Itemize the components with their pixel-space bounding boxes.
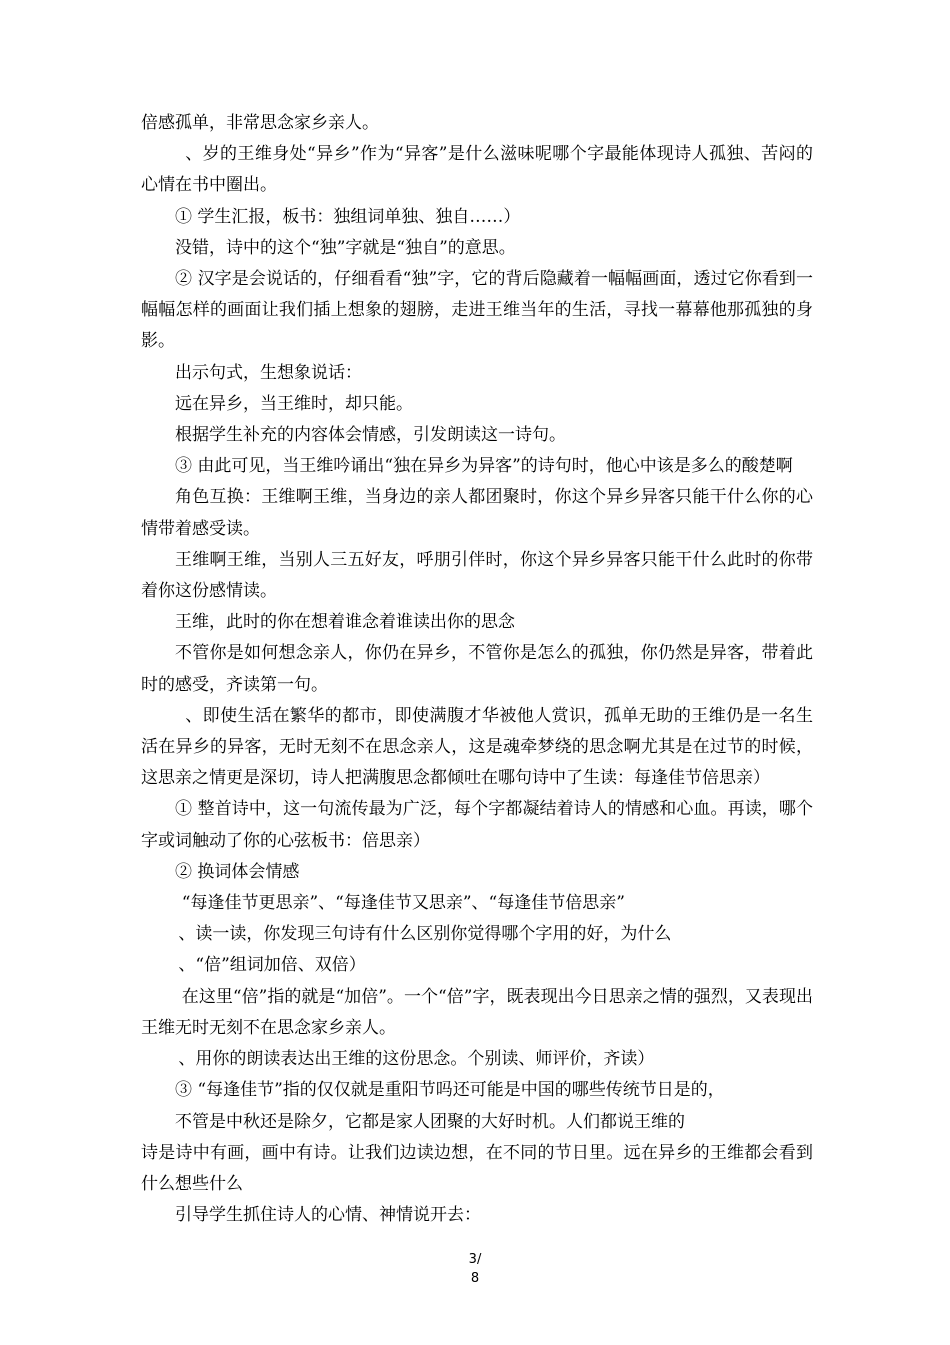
paragraph: 引导学生抓住诗人的心情、神情说开去： [175, 1205, 481, 1226]
paragraph: 、岁的王维身处“异乡”作为“异客”是什么滋味呢哪个字最能体现诗人孤独、苦闷的心情在书中圈出。 [141, 144, 813, 196]
paragraph: 、用你的朗读表达出王维的这份思念。个别读、师评价，齐读） [178, 1049, 655, 1070]
paragraph: 不管是中秋还是除夕，它都是家人团聚的大好时机。人们都说王维的 [175, 1111, 685, 1132]
paragraph: ② 汉字是会说话的，仔细看看“独”字，它的背后隐藏着一幅幅画面，透过它你看到一幅幅怎样的画面让我们插上想象的翅膀，走进王维当年的生活，寻找一幕幕他那孤独的身影。 [141, 269, 813, 352]
page-number-current: 3/ [468, 1252, 482, 1267]
paragraph: 没错，诗中的这个“独”字就是“独自”的意思。 [175, 237, 516, 258]
paragraph: ③ 由此可见，当王维吟诵出“独在异乡为异客”的诗句时，他心中该是多么的酸楚啊 [175, 456, 793, 477]
paragraph: 根据学生补充的内容体会情感，引发朗读这一诗句。 [175, 425, 566, 446]
paragraph: 王维，此时的你在想着谁念着谁读出你的思念 [175, 612, 515, 633]
paragraph: “每逢佳节更思亲”、“每逢佳节又思亲”、“每逢佳节倍思亲” [181, 893, 625, 914]
paragraph: 远在异乡，当王维时，却只能。 [175, 393, 413, 414]
paragraph: 角色互换：王维啊王维，当身边的亲人都团聚时，你这个异乡异客只能干什么你的心情带着感受读。 [141, 487, 813, 539]
document-body [141, 108, 813, 1231]
paragraph: 、“倍”组词加倍、双倍） [178, 955, 366, 976]
page-number [445, 1250, 505, 1288]
paragraph: 出示句式，生想象说话： [175, 362, 362, 383]
page-number-total: 8 [470, 1271, 480, 1286]
paragraph: ① 整首诗中，这一句流传最为广泛，每个字都凝结着诗人的情感和心血。再读，哪个字或词触动了你的心弦板书：倍思亲） [141, 799, 813, 851]
paragraph: 、读一读，你发现三句诗有什么区别你觉得哪个字用的好，为什么 [178, 924, 672, 945]
paragraph: 诗是诗中有画，画中有诗。让我们边读边想，在不同的节日里。远在异乡的王维都会看到什么想些什么 [141, 1142, 813, 1194]
paragraph: ① 学生汇报，板书：独组词单独、独自……） [175, 206, 521, 227]
paragraph: 王维啊王维，当别人三五好友，呼朋引伴时，你这个异乡异客只能干什么此时的你带着你这份感情读。 [141, 549, 813, 602]
paragraph: 不管你是如何想念亲人，你仍在异乡，不管你是怎么的孤独，你仍然是异客，带着此时的感受，齐读第一句。 [141, 643, 813, 695]
paragraph: ③ “每逢佳节”指的仅仅就是重阳节吗还可能是中国的哪些传统节日是的， [175, 1080, 725, 1101]
paragraph: ② 换词体会情感 [175, 861, 300, 882]
paragraph: 在这里“倍”指的就是“加倍”。一个“倍”字，既表现出今日思亲之情的强烈，又表现出王维无时无刻不在思念家乡亲人。 [141, 986, 813, 1038]
paragraph: 倍感孤单，非常思念家乡亲人。 [141, 113, 379, 133]
paragraph: 、即使生活在繁华的都市，即使满腹才华被他人赏识，孤单无助的王维仍是一名生活在异乡的异客，无时无刻不在思念亲人，这是魂牵梦绕的思念啊尤其是在过节的时候，这思亲之情更是深切，诗人把满腹思念都倾吐在哪句诗中了生读：每逢佳节倍思亲） [141, 705, 813, 789]
